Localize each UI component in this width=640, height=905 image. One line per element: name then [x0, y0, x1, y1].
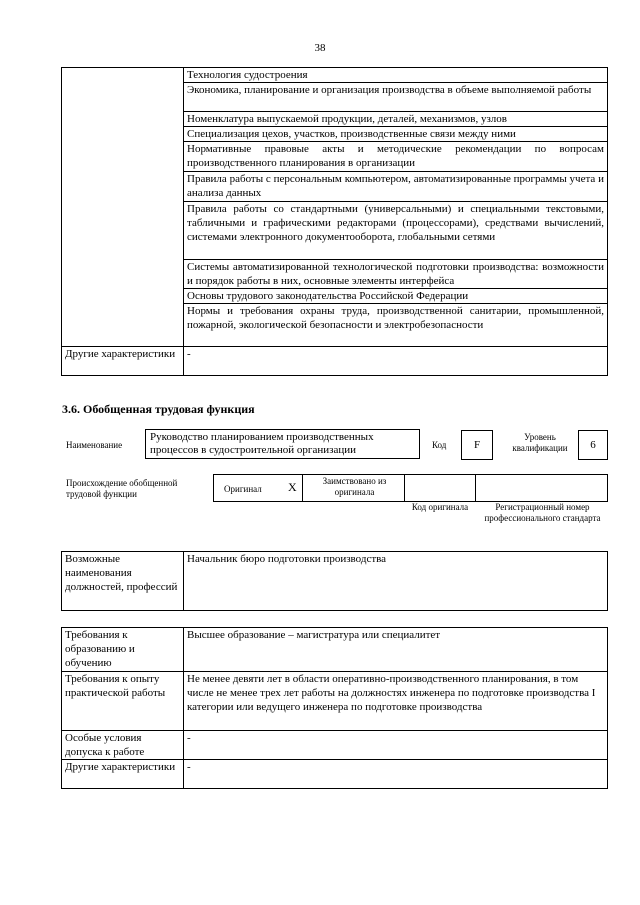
code-value: F: [473, 438, 481, 451]
knowledge-item: Экономика, планирование и организация производства в объеме выполняемой работы: [184, 83, 608, 112]
origin-cell-borrowed: [302, 474, 405, 502]
knowledge-item: Специализация цехов, участков, производственные связи между ними: [184, 127, 608, 142]
knowledge-item: Правила работы со стандартными (универсальными) и специальными текстовыми, табличными и графическими редакторами (процессорами), средствами вычислений, системами электронного документооборота, глобальными сетями: [184, 202, 608, 260]
positions-table: [61, 551, 608, 611]
knowledge-item: Правила работы с персональным компьютером, автоматизированные программы учета и анализа данных: [184, 172, 608, 202]
other-characteristics-value: -: [184, 347, 608, 376]
code-caption: Код оригинала: [411, 502, 469, 512]
level-label: Уровень квалификации: [512, 432, 568, 453]
page-number: 38: [314, 42, 326, 54]
knowledge-item: Технология судостроения: [184, 68, 608, 83]
knowledge-label-cell: [62, 68, 184, 347]
level-value: 6: [590, 438, 596, 451]
reg-caption: Регистрационный номер профессионального стандарта: [484, 502, 601, 523]
origin-reg-cell: [475, 474, 608, 502]
positions-label: Возможные наименования должностей, профессий: [62, 552, 184, 611]
requirement-value: -: [184, 760, 608, 789]
original-label: Оригинал: [224, 484, 262, 494]
requirement-value: Не менее девяти лет в области оперативно-производственного планирования, в том числе не менее трех лет работы на должностях инженера по подготовке производства I категории или ведущего инженера по подготовке производства: [184, 672, 608, 731]
level-box: [578, 430, 608, 460]
origin-code-cell: [404, 474, 476, 502]
function-name-box: [145, 429, 420, 459]
requirement-value: -: [184, 731, 608, 760]
other-characteristics-label: Другие характеристики: [62, 347, 184, 376]
requirement-value: Высшее образование – магистратура или специалитет: [184, 628, 608, 672]
requirements-table: [61, 627, 608, 789]
origin-label: Происхождение обобщенной трудовой функции: [66, 478, 178, 499]
knowledge-table: [61, 67, 608, 376]
requirement-label: Требования к опыту практической работы: [62, 672, 184, 731]
section-title: 3.6. Обобщенная трудовая функция: [62, 402, 255, 416]
borrowed-label: Заимствовано из оригинала: [322, 476, 387, 497]
name-label: Наименование: [66, 440, 123, 450]
knowledge-item: Нормативные правовые акты и методические рекомендации по вопросам производственного планирования в организации: [184, 142, 608, 172]
requirement-label: Особые условия допуска к работе: [62, 731, 184, 760]
requirement-label: Требования к образованию и обучению: [62, 628, 184, 672]
requirement-label: Другие характеристики: [62, 760, 184, 789]
code-box: [461, 430, 493, 460]
knowledge-item: Номенклатура выпускаемой продукции, деталей, механизмов, узлов: [184, 112, 608, 127]
knowledge-item: Основы трудового законодательства Российской Федерации: [184, 289, 608, 304]
code-label: Код: [432, 440, 447, 450]
knowledge-item: Системы автоматизированной технологической подготовки производства: возможности и порядок работы в них, основные элементы интерфейса: [184, 260, 608, 289]
original-mark: X: [288, 480, 297, 494]
knowledge-item: Нормы и требования охраны труда, производственной санитарии, промышленной, пожарной, экологической безопасности и электробезопасности: [184, 304, 608, 347]
function-name: Руководство планированием производственных процессов в судостроительной организации: [150, 431, 374, 456]
positions-value: Начальник бюро подготовки производства: [184, 552, 608, 611]
